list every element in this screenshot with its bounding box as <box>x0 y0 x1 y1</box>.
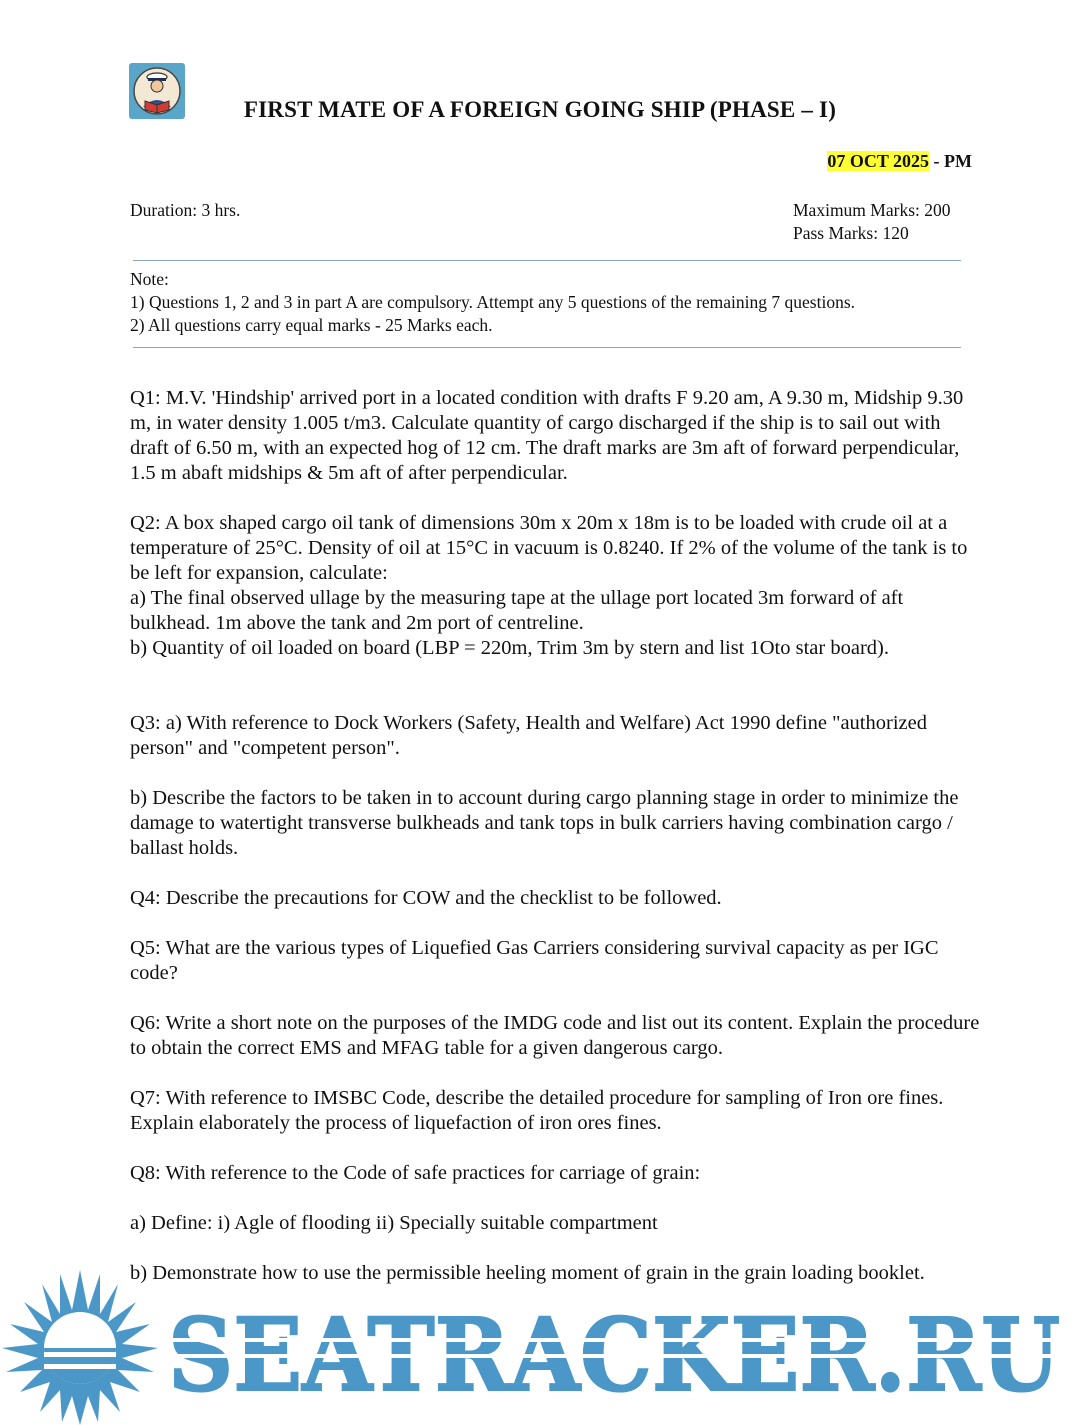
question-7: Q7: With reference to IMSBC Code, describe the detailed procedure for sampling of Iron ore fines. Explain elaborately the process of liquefaction of iron ores fines. <box>130 1087 944 1134</box>
note-heading: Note: <box>130 269 169 289</box>
divider-bottom <box>133 347 961 348</box>
question-3-b: b) Describe the factors to be taken in to account during cargo planning stage in order to minimize the damage to watertight transverse bulkheads and tank tops in bulk carriers having combination cargo / ballast holds. <box>130 787 959 859</box>
divider-top <box>133 260 961 261</box>
sun-icon <box>2 1270 158 1425</box>
question-3-a: Q3: a) With reference to Dock Workers (Safety, Health and Welfare) Act 1990 define "authorized person" and "competent person". <box>130 712 927 759</box>
note-block <box>130 268 970 337</box>
note-item: 2) All questions carry equal marks - 25 Marks each. <box>130 315 493 335</box>
seatracker-watermark <box>0 1262 1080 1425</box>
exam-date: 07 OCT 2025 <box>827 151 930 171</box>
question-8: Q8: With reference to the Code of safe practices for carriage of grain: <box>130 1162 701 1184</box>
question-2-intro: Q2: A box shaped cargo oil tank of dimensions 30m x 20m x 18m is to be loaded with crude oil at a temperature of 25°C. Density of oil at 15°C in vacuum is 0.8240. If 2% of the volume of the tank is to be left for expansion, calculate: <box>130 512 968 584</box>
maximum-marks: Maximum Marks: 200 <box>793 200 951 220</box>
question-8-a: a) Define: i) Agle of flooding ii) Specially suitable compartment <box>130 1212 658 1234</box>
question-5: Q5: What are the various types of Liquefied Gas Carriers considering survival capacity as per IGC code? <box>130 937 939 984</box>
questions <box>130 386 980 1286</box>
question-2-a: a) The final observed ullage by the measuring tape at the ullage port located 3m forward of aft bulkhead. 1m above the tank and 2m port of centreline. <box>130 587 904 634</box>
note-item: 1) Questions 1, 2 and 3 in part A are compulsory. Attempt any 5 questions of the remaining 7 questions. <box>130 292 856 312</box>
exam-session: - PM <box>929 151 972 171</box>
question-1: Q1: M.V. 'Hindship' arrived port in a located condition with drafts F 9.20 am, A 9.30 m, Midship 9.30 m, in water density 1.005 t/m3. Calculate quantity of cargo discharged if the ship is to sail out with draft of 6.50 m, with an expected hog of 12 cm. The draft marks are 3m aft of forward perpendicular, 1.5 m abaft midships & 5m aft of after perpendicular. <box>130 387 964 484</box>
duration: Duration: 3 hrs. <box>130 200 241 220</box>
exam-title: FIRST MATE OF A FOREIGN GOING SHIP (PHASE – I) <box>243 97 837 122</box>
pass-marks: Pass Marks: 120 <box>793 223 909 243</box>
marks-block <box>793 199 951 245</box>
question-2-b: b) Quantity of oil loaded on board (LBP = 220m, Trim 3m by stern and list 1Oto star board). <box>130 637 889 659</box>
question-8-b: b) Demonstrate how to use the permissible heeling moment of grain in the grain loading booklet. <box>130 1262 925 1284</box>
question-6: Q6: Write a short note on the purposes of the IMDG code and list out its content. Explain the procedure to obtain the correct EMS and MFAG table for a given dangerous cargo. <box>130 1012 980 1059</box>
exam-date-line <box>827 151 972 172</box>
question-4: Q4: Describe the precautions for COW and the checklist to be followed. <box>130 887 722 909</box>
